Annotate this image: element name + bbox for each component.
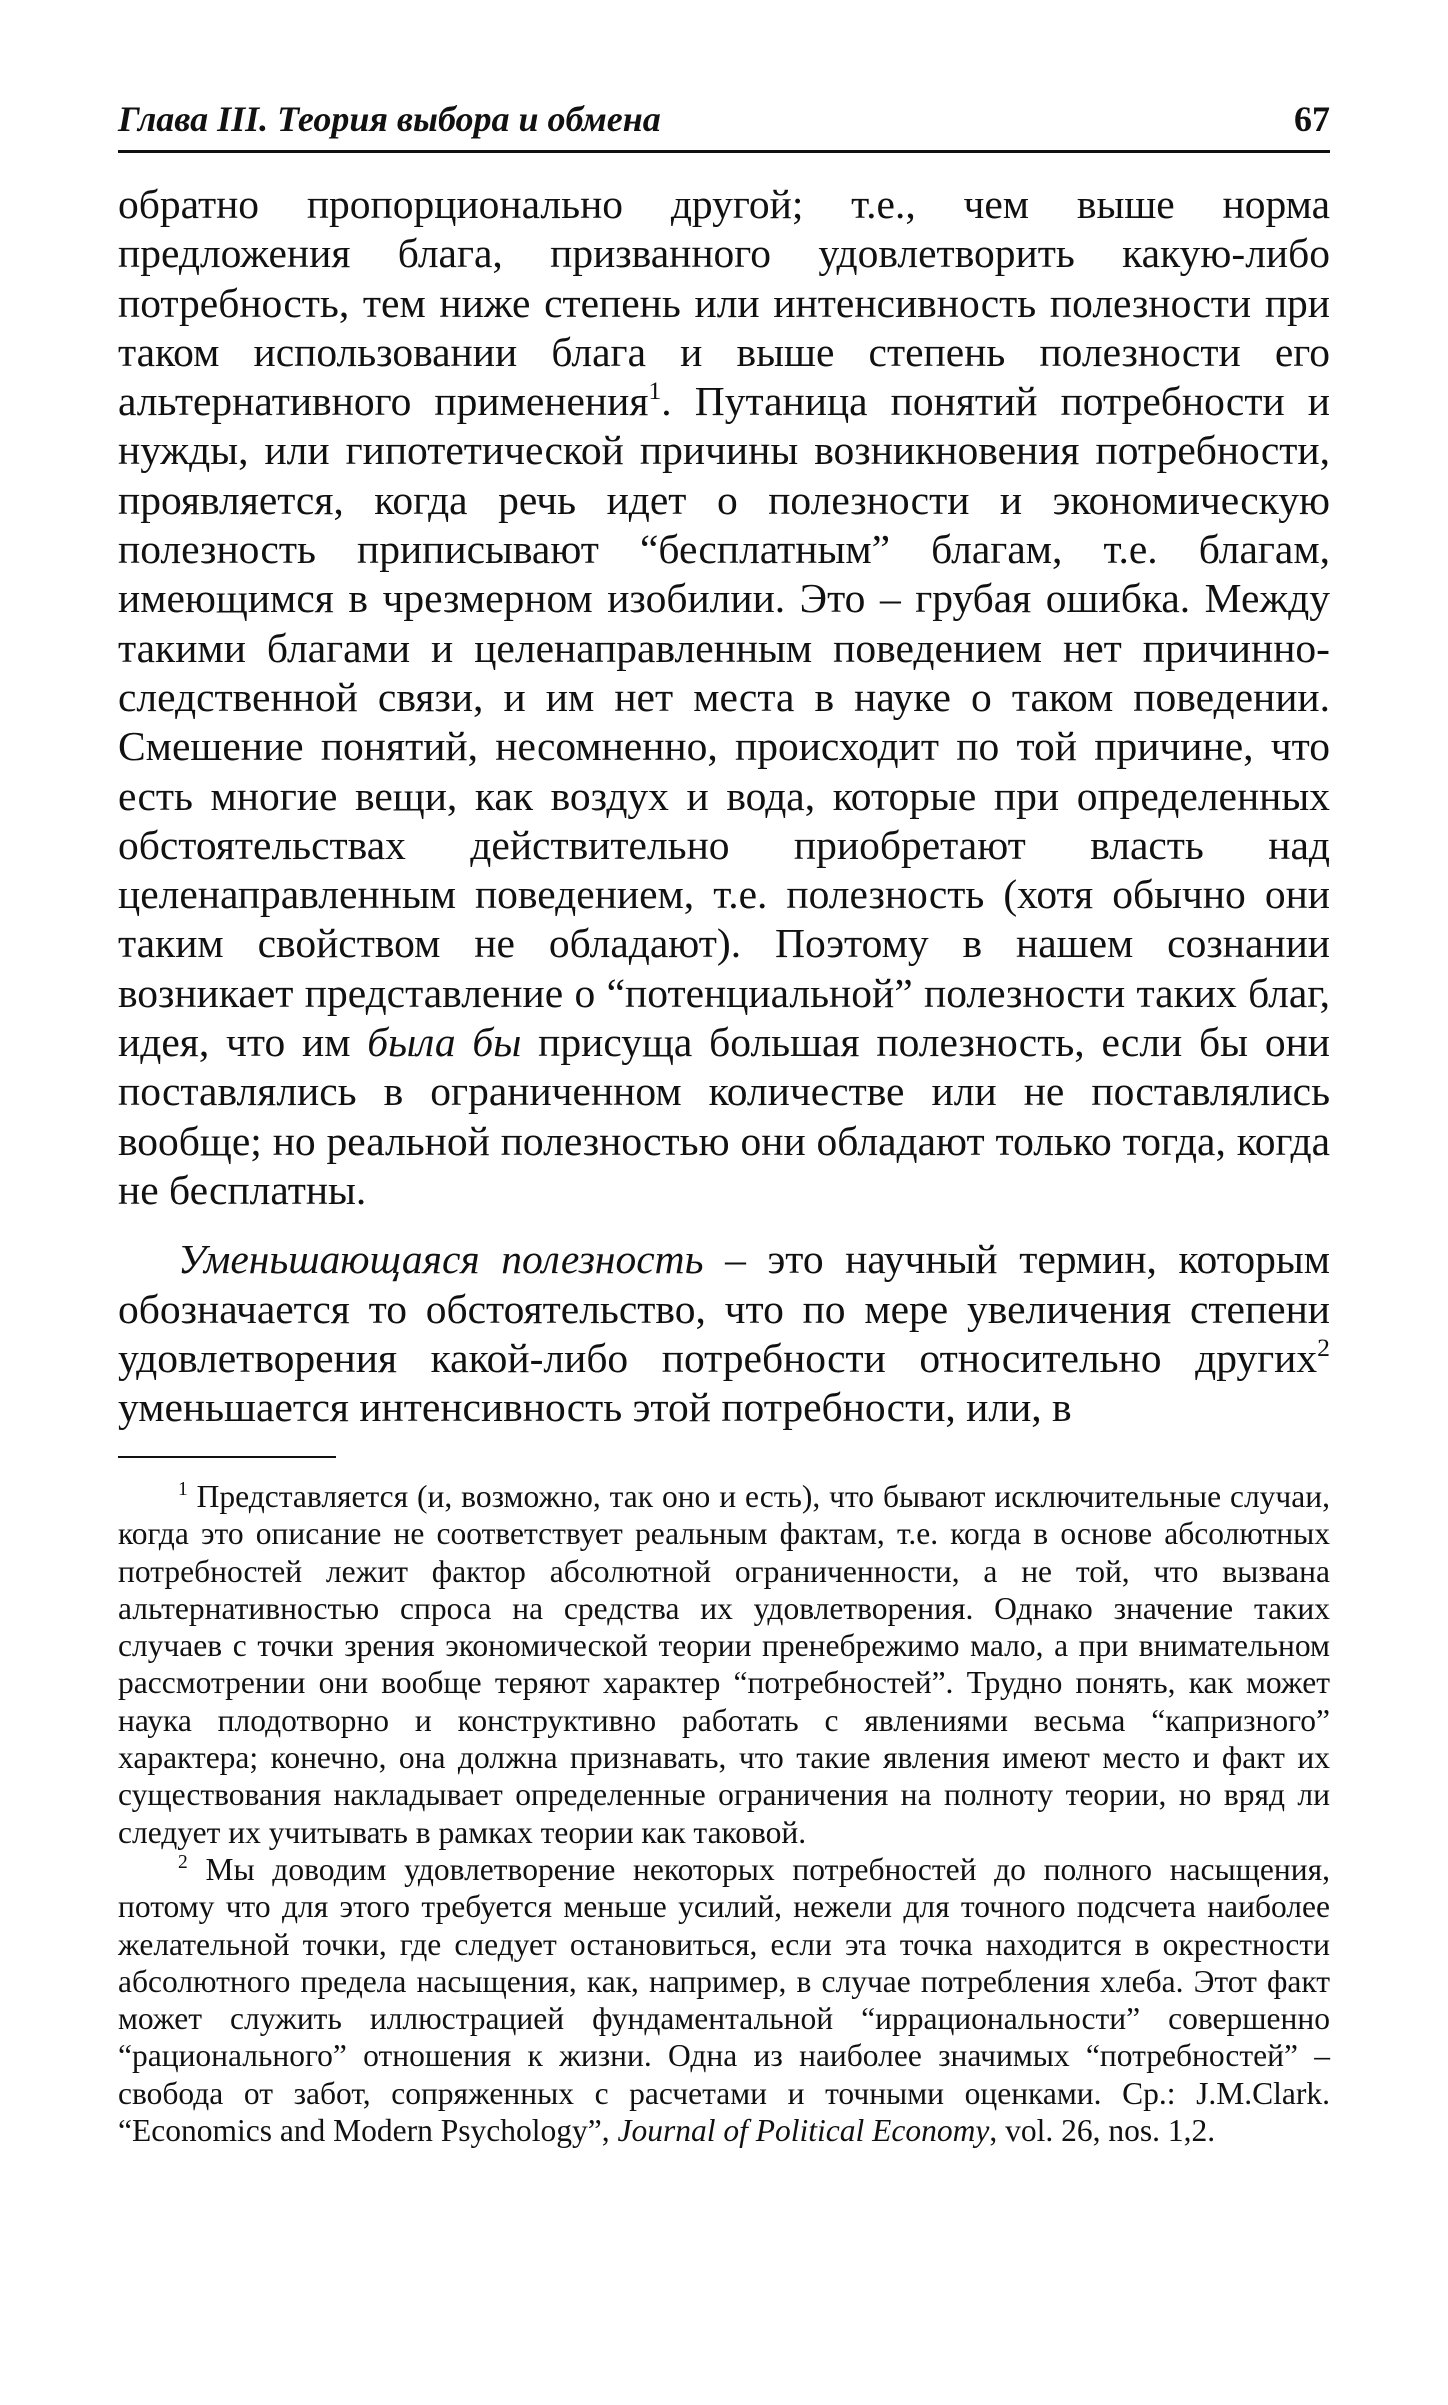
page-number: 67 bbox=[1294, 99, 1330, 139]
footnote-1 bbox=[118, 1478, 1330, 1851]
footnote-2 bbox=[118, 1851, 1330, 2149]
paragraph-1-text-a: обратно пропорционально другой; т.е., чем выше норма предложения блага, призванного удовлетворить какую-либо потребность, тем ниже степень или интенсивность полезности при таком использовании блага и выше степень полезности его альтернативного применения bbox=[118, 181, 1330, 425]
footnote-1-mark: 1 bbox=[178, 1478, 188, 1500]
footnote-divider bbox=[118, 1456, 336, 1458]
paragraph-2-text-a: – это научный термин, которым обозначается то обстоятельство, что по мере увеличения степени удовлетворения какой-либо потребности относительно других bbox=[118, 1236, 1330, 1381]
footnote-2-mark: 2 bbox=[178, 1851, 188, 1873]
paragraph-1 bbox=[118, 180, 1330, 1215]
footnote-2-tail: , vol. 26, nos. 1,2. bbox=[989, 2113, 1216, 2149]
footnote-1-text: Представляется (и, возможно, так оно и есть), что бывают исключительные случаи, когда это описание не соответствует реальным фактам, т.е. когда в основе абсолютных потребностей лежит фактор абсолютной ограниченности, а не той, что вызвана альтернативностью спроса на средства их удовлетворения. Однако значение таких случаев с точки зрения экономической теории пренебрежимо мало, а при внимательном рассмотрении они вообще теряют характер “потребностей”. Трудно понять, как может наука плодотворно и конструктивно работать с явлениями весьма “капризного” характера; конечно, она должна признавать, что такие явления имеют место и факт их существования накладывает определенные ограничения на полноту теории, но вряд ли следует их учитывать в рамках теории как таковой. bbox=[118, 1479, 1330, 1850]
footnotes bbox=[118, 1478, 1330, 2149]
running-head: Глава III. Теория выбора и обмена bbox=[118, 99, 661, 139]
paragraph-2 bbox=[118, 1235, 1330, 1432]
paragraph-2-term: Уменьшающаяся полезность bbox=[178, 1236, 704, 1283]
page-header bbox=[118, 98, 1330, 153]
footnote-2-text: Мы доводим удовлетворение некоторых потребностей до полного насыщения, потому что для этого требуется меньше усилий, нежели для точного подсчета наиболее желательной точки, где следует остановиться, если эта точка находится в окрестности абсолютного предела насыщения, как, например, в случае потребления хлеба. Этот факт может служить иллюстрацией фундаментальной “иррациональности” совершенно “рационального” отношения к жизни. Одна из наиболее значимых “потребностей” – свобода от забот, сопряженных с расчетами и точными оценками. Ср.: J.M.Clark. “Economics and Modern Psychology”, bbox=[118, 1851, 1330, 2149]
paragraph-2-text-b: уменьшается интенсивность этой потребности, или, в bbox=[118, 1384, 1072, 1431]
paragraph-1-text-c: присуща большая полезность, если бы они поставлялись в ограниченном количестве или не поставлялись вообще; но реальной полезностью они обладают только тогда, когда не бесплатны. bbox=[118, 1019, 1330, 1213]
main-text bbox=[118, 180, 1330, 1432]
paragraph-1-italic: была бы bbox=[367, 1019, 522, 1066]
footnote-2-journal: Journal of Political Economy bbox=[617, 2113, 990, 2149]
footnote-ref-1: 1 bbox=[648, 376, 662, 406]
paragraph-1-text-b: . Путаница понятий потребности и нужды, или гипотетической причины возникновения потребности, проявляется, когда речь идет о полезности и экономическую полезность приписывают “бесплатным” благам, т.е. благам, имеющимся в чрезмерном изобилии. Это – грубая ошибка. Между такими благами и целенаправленным поведением нет причинно-следственной связи, и им нет места в науке о таком поведении. Смешение понятий, несомненно, происходит по той причине, что есть многие вещи, как воздух и вода, которые при определенных обстоятельствах действительно приобретают власть над целенаправленным поведением, т.е. полезность (хотя обычно они таким свойством не обладают). Поэтому в нашем сознании возникает представление о “потенциальной” полезности таких благ, идея, что им bbox=[118, 378, 1330, 1066]
footnote-ref-2: 2 bbox=[1317, 1332, 1330, 1362]
